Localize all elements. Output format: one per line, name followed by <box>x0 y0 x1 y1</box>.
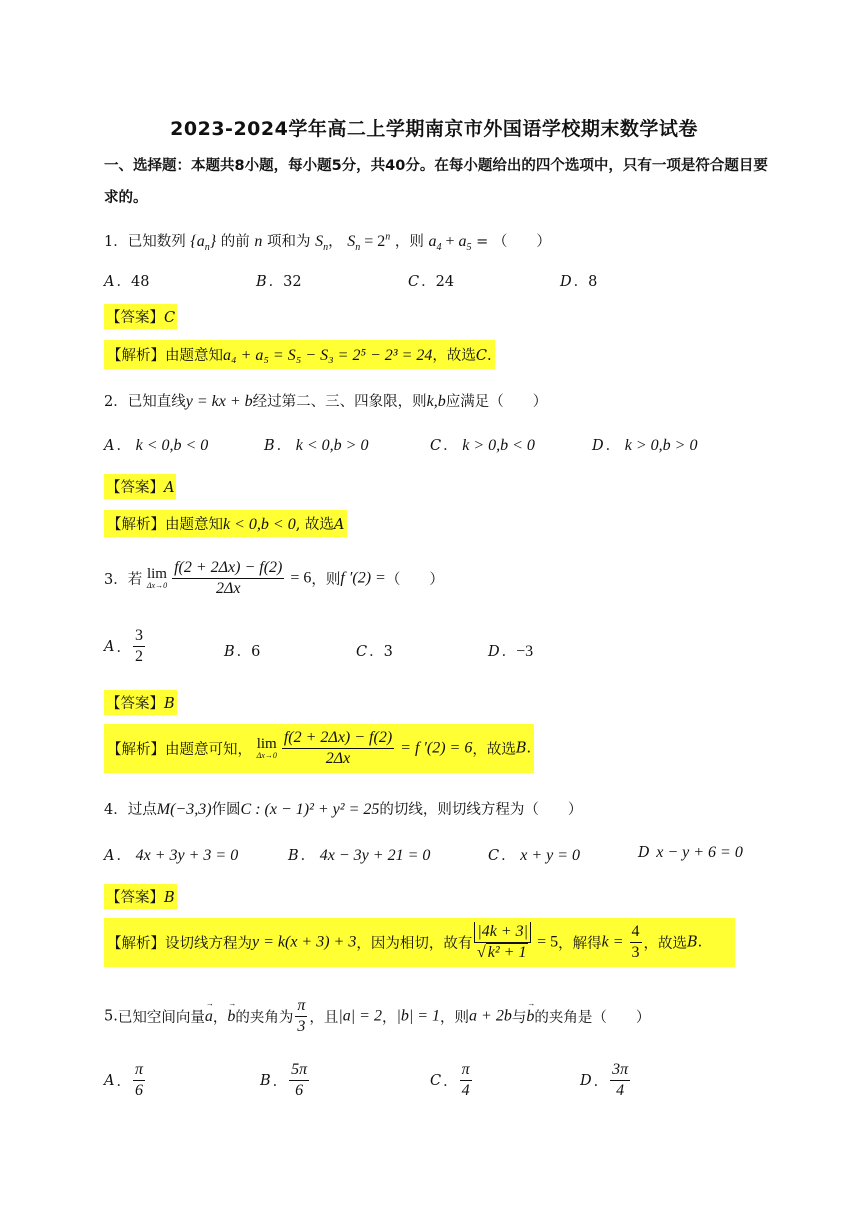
question-4: 4．过点M(−3,3)作圆C : (x − 1)² + y² = 25的切线，则切线方程为（ ） <box>104 801 583 818</box>
option-c[interactable]: C ． x + y = 0 <box>488 847 581 864</box>
question-4-options <box>104 844 764 874</box>
question-2-options <box>104 434 764 464</box>
option-d[interactable]: D ． k > 0,b > 0 <box>592 437 698 454</box>
option-d[interactable]: D x − y + 6 = 0 <box>638 844 743 861</box>
question-1-options <box>104 270 764 300</box>
option-d[interactable]: D ．−3 <box>488 643 534 660</box>
option-c[interactable]: C ． $\frac{\pi}{4}$ <box>430 1061 470 1099</box>
answer-3: 【答案】B <box>104 690 177 715</box>
analysis-2: 【解析】由题意知k < 0,b < 0, 故选A <box>104 510 347 537</box>
question-5: 5.已知空间向量→ a，→ b的夹角为 $\frac{\pi}{3}$ ，且|a| = 2，|b| = 1，则a + 2b与→ b的夹角是（ ） <box>104 996 650 1037</box>
answer-2: 【答案】A <box>104 474 176 499</box>
option-d[interactable]: D ．8 <box>560 274 598 290</box>
question-5-options <box>104 1060 764 1106</box>
option-d[interactable]: D ． $\frac{3\pi}{4}$ <box>580 1061 629 1099</box>
question-3: 3．若 lim Δx→0 $\frac{f(2 + 2\Delta x) - f(2)}{2\Delta x}$ = 6，则f ′(2) =（ ） <box>104 559 444 597</box>
answer-4: 【答案】B <box>104 884 177 909</box>
option-a[interactable]: A ． $\frac{3}{2}$ <box>104 627 143 665</box>
option-b[interactable]: B ． 4x − 3y + 21 = 0 <box>288 847 431 864</box>
option-a[interactable]: A ． $\frac{\pi}{6}$ <box>104 1061 143 1099</box>
analysis-1: 【解析】由题意知a₄ + a₅ = S₅ − S₃ = 2⁵ − 2³ = 24，故选C. <box>104 340 495 369</box>
option-b[interactable]: B ．32 <box>256 274 302 290</box>
option-a[interactable]: A ． k < 0,b < 0 <box>104 437 209 454</box>
option-a[interactable]: A ．48 <box>104 274 150 290</box>
option-b[interactable]: B ． $\frac{5\pi}{6}$ <box>260 1061 308 1099</box>
analysis-4: 【解析】设切线方程为y = k(x + 3) + 3，因为相切，故有 $\frac{|4k + 3|}{\text{√ k² + 1}}$ = 5，解得k = $\frac{4}{3}$ ，故选B. <box>104 918 735 967</box>
option-b[interactable]: B ．6 <box>224 644 261 660</box>
question-2: 2．已知直线y = kx + b经过第二、三、四象限，则k,b应满足（ ） <box>104 393 548 410</box>
option-c[interactable]: C ． k > 0,b < 0 <box>430 437 535 454</box>
question-1: 1．已知数列 $\{a_n\}$ 的前 n 项和为 $S_n$， $S_n = 2^n$ ，则 $a_4 + a_5$ = （ ） <box>104 231 551 254</box>
option-c[interactable]: C ．24 <box>408 274 455 290</box>
analysis-3: 【解析】由题意可知， lim Δx→0 $\frac{f(2 + 2\Delta x) - f(2)}{2\Delta x}$ = f ′(2) = 6，故选B. <box>104 724 534 773</box>
question-3-options <box>104 626 764 672</box>
option-a[interactable]: A ． 4x + 3y + 3 = 0 <box>104 847 239 864</box>
option-b[interactable]: B ． k < 0,b > 0 <box>264 437 369 454</box>
option-c[interactable]: C ．3 <box>356 644 393 660</box>
section-heading: 一、选择题：本题共8小题，每小题5分，共40分。在每小题给出的四个选项中，只有一项是符合题目要求的。 <box>104 158 768 206</box>
page-title: 2023-2024学年高二上学期南京市外国语学校期末数学试卷 <box>170 118 698 140</box>
answer-1: 【答案】C <box>104 304 177 329</box>
